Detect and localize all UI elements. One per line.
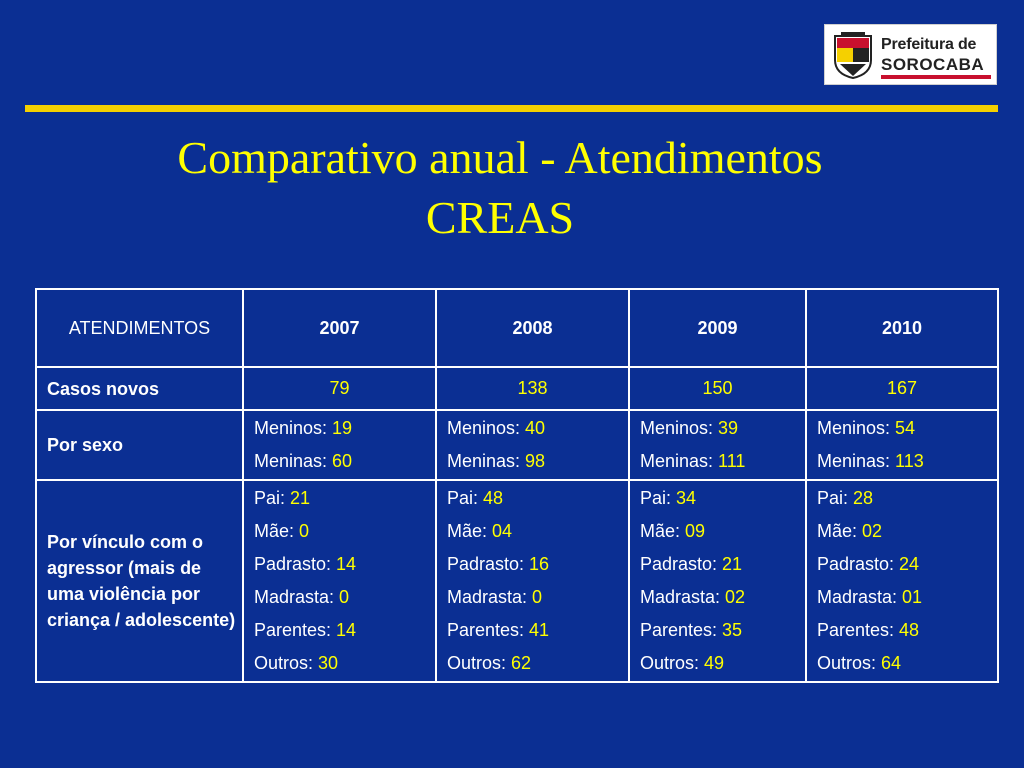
cell-line (640, 581, 804, 614)
cell-line-value: 111 (718, 451, 746, 471)
cell-line-value: 48 (899, 620, 920, 640)
cell-line-value: 21 (290, 488, 311, 508)
cell-line-key: Meninos: (254, 418, 333, 438)
cell-line-key: Parentes: (640, 620, 723, 640)
cell-line-value: 21 (722, 554, 743, 574)
cell-line (254, 482, 434, 515)
cell-line-key: Mãe: (447, 521, 493, 541)
cell-line-key: Outros: (817, 653, 882, 673)
table-row-casos-novos (36, 367, 998, 410)
row-label-por-vinculo: Por vínculo com o agressor (mais de uma violência por criança / adolescente) (36, 480, 243, 682)
cell-line-key: Pai: (447, 488, 484, 508)
slide-title-line2: CREAS (425, 192, 575, 243)
cell-line (447, 647, 627, 680)
header-2009: 2009 (629, 289, 806, 367)
cell-line-value: 02 (862, 521, 883, 541)
cell-line-value: 60 (332, 451, 353, 471)
por-sexo-cell (806, 410, 998, 480)
cell-line-key: Madrasta: (254, 587, 340, 607)
casos-novos-2009: 150 (629, 367, 806, 410)
cell-line-value: 62 (511, 653, 532, 673)
cell-line (447, 581, 627, 614)
cell-line-value: 35 (722, 620, 743, 640)
cell-line-value: 41 (529, 620, 550, 640)
cell-line (254, 614, 434, 647)
cell-line (447, 614, 627, 647)
cell-line (447, 412, 627, 445)
cell-line-key: Meninos: (817, 418, 896, 438)
por-vinculo-cell (243, 480, 436, 682)
cell-line (817, 647, 996, 680)
cell-line (817, 482, 996, 515)
cell-line (254, 412, 434, 445)
logo-text-line1: Prefeitura de (881, 36, 977, 53)
cell-line-key: Meninos: (640, 418, 719, 438)
cell-line-value: 113 (895, 451, 924, 471)
cell-line (447, 482, 627, 515)
cell-line-key: Mãe: (254, 521, 300, 541)
cell-line-key: Meninas: (447, 451, 526, 471)
logo-text-line2: SOROCABA (881, 55, 985, 74)
casos-novos-2008: 138 (436, 367, 629, 410)
cell-line-value: 49 (704, 653, 725, 673)
cell-line-key: Pai: (640, 488, 677, 508)
cell-line (640, 614, 804, 647)
cell-line-key: Padrasto: (640, 554, 723, 574)
cell-line (640, 412, 804, 445)
cell-line-key: Madrasta: (640, 587, 726, 607)
table-row-por-vinculo (36, 480, 998, 682)
row-label-casos-novos: Casos novos (36, 367, 243, 410)
cell-line (817, 412, 996, 445)
cell-line-value: 39 (718, 418, 739, 438)
cell-line-key: Parentes: (447, 620, 530, 640)
cell-line-value: 04 (492, 521, 513, 541)
cell-line-key: Mãe: (640, 521, 686, 541)
por-sexo-cell (436, 410, 629, 480)
logo-underline (881, 75, 991, 79)
atendimentos-table (35, 288, 999, 683)
cell-line (447, 445, 627, 478)
header-2010: 2010 (806, 289, 998, 367)
cell-line-value: 14 (336, 554, 357, 574)
cell-line-key: Outros: (254, 653, 319, 673)
header-2007: 2007 (243, 289, 436, 367)
cell-line (447, 515, 627, 548)
prefeitura-sorocaba-logo (824, 24, 997, 85)
cell-line-value: 01 (902, 587, 923, 607)
cell-line-key: Pai: (817, 488, 854, 508)
cell-line-key: Meninas: (254, 451, 333, 471)
slide-title (0, 128, 1000, 248)
cell-line-value: 0 (299, 521, 310, 541)
slide-title-line1: Comparativo anual - Atendimentos (177, 132, 823, 183)
por-sexo-cell (629, 410, 806, 480)
cell-line-key: Outros: (447, 653, 512, 673)
casos-novos-2010: 167 (806, 367, 998, 410)
cell-line (817, 515, 996, 548)
cell-line-value: 30 (318, 653, 339, 673)
cell-line (640, 445, 804, 478)
title-divider (25, 105, 998, 112)
cell-line-value: 0 (532, 587, 543, 607)
casos-novos-2007: 79 (243, 367, 436, 410)
cell-line (254, 515, 434, 548)
cell-line-key: Meninas: (640, 451, 719, 471)
cell-line-value: 09 (685, 521, 706, 541)
cell-line-value: 48 (483, 488, 504, 508)
cell-line-value: 40 (525, 418, 546, 438)
cell-line-key: Meninas: (817, 451, 896, 471)
cell-line-value: 0 (339, 587, 350, 607)
cell-line (817, 614, 996, 647)
cell-line-key: Madrasta: (817, 587, 903, 607)
cell-line-key: Parentes: (254, 620, 337, 640)
cell-line-value: 28 (853, 488, 874, 508)
cell-line (254, 647, 434, 680)
cell-line (640, 548, 804, 581)
por-vinculo-cell (806, 480, 998, 682)
cell-line-value: 54 (895, 418, 916, 438)
cell-line-value: 14 (336, 620, 357, 640)
cell-line-key: Outros: (640, 653, 705, 673)
cell-line (817, 548, 996, 581)
cell-line-key: Padrasto: (447, 554, 530, 574)
cell-line-value: 16 (529, 554, 550, 574)
cell-line-key: Parentes: (817, 620, 900, 640)
por-vinculo-cell (629, 480, 806, 682)
cell-line-key: Pai: (254, 488, 291, 508)
city-crest-icon (831, 30, 875, 80)
cell-line (447, 548, 627, 581)
cell-line (254, 445, 434, 478)
table-header-row (36, 289, 998, 367)
cell-line-key: Padrasto: (817, 554, 900, 574)
cell-line (817, 445, 996, 478)
cell-line (254, 548, 434, 581)
cell-line-value: 64 (881, 653, 902, 673)
cell-line (640, 482, 804, 515)
por-sexo-cell (243, 410, 436, 480)
por-vinculo-cell (436, 480, 629, 682)
table-row-por-sexo (36, 410, 998, 480)
row-label-por-sexo: Por sexo (36, 410, 243, 480)
cell-line-value: 02 (725, 587, 746, 607)
header-atendimentos: ATENDIMENTOS (36, 289, 243, 367)
cell-line (254, 581, 434, 614)
cell-line-value: 24 (899, 554, 920, 574)
cell-line-value: 34 (676, 488, 697, 508)
cell-line-key: Madrasta: (447, 587, 533, 607)
header-2008: 2008 (436, 289, 629, 367)
cell-line (817, 581, 996, 614)
cell-line (640, 515, 804, 548)
cell-line-key: Padrasto: (254, 554, 337, 574)
cell-line-key: Meninos: (447, 418, 526, 438)
cell-line-value: 19 (332, 418, 353, 438)
cell-line-value: 98 (525, 451, 546, 471)
cell-line-key: Mãe: (817, 521, 863, 541)
cell-line (640, 647, 804, 680)
